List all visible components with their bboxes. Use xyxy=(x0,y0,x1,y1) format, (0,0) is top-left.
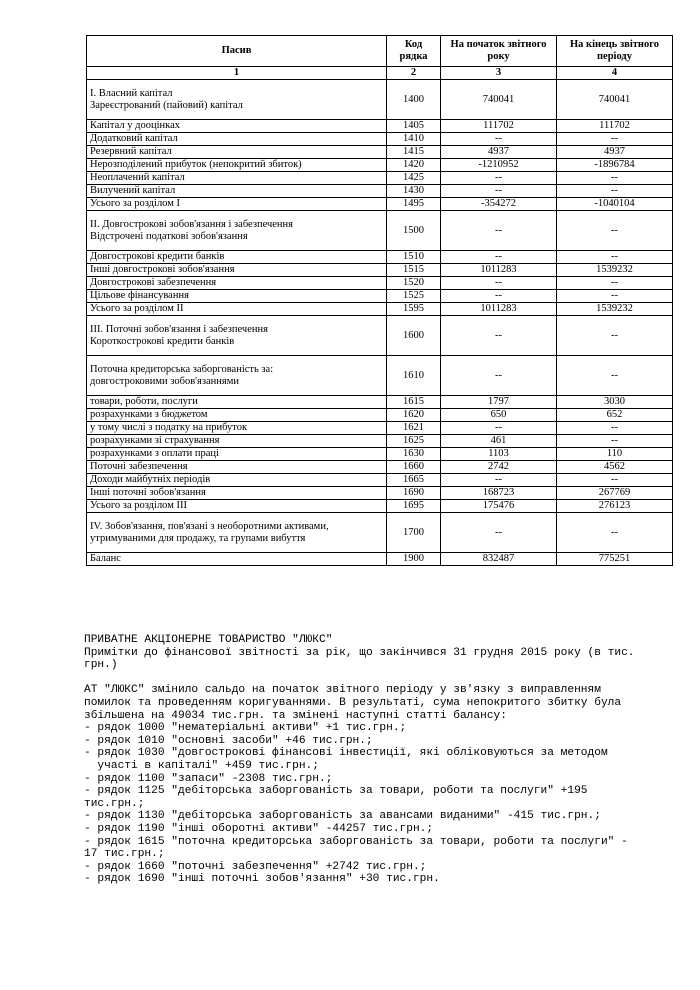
row-name-line: утримуваними для продажу, та групами вибуття xyxy=(90,532,306,544)
note-line: - рядок 1030 "довгострокові фінансові інвестиції, які обліковуються за методом xyxy=(84,747,608,760)
start-of-year-value: 4937 xyxy=(441,146,557,159)
row-code: 1495 xyxy=(387,198,441,211)
table-row xyxy=(87,356,673,396)
row-name xyxy=(87,211,387,251)
row-code: 1515 xyxy=(387,264,441,277)
start-of-year-value: 1797 xyxy=(441,396,557,409)
column-number: 3 xyxy=(441,67,557,80)
row-name-line: IV. Зобов'язання, пов'язані з необоротними активами, xyxy=(90,520,329,532)
header-start-of-year: На початок звітного року xyxy=(441,36,557,67)
note-line: - рядок 1000 "нематеріальні активи" +1 тис.грн.; xyxy=(84,722,407,735)
row-name xyxy=(87,146,387,159)
row-name-line: Баланс xyxy=(90,553,121,564)
table-row xyxy=(87,211,673,251)
row-code: 1420 xyxy=(387,159,441,172)
note-line: - рядок 1130 "дебіторська заборгованість за авансами виданими" -415 тис.грн.; xyxy=(84,810,601,823)
row-code: 1660 xyxy=(387,461,441,474)
row-name xyxy=(87,264,387,277)
row-code: 1595 xyxy=(387,303,441,316)
start-of-year-value: 2742 xyxy=(441,461,557,474)
row-name-line: Короткострокові кредити банків xyxy=(90,335,235,347)
end-of-period-value: 267769 xyxy=(557,487,673,500)
header-row-code: Код рядка xyxy=(387,36,441,67)
column-number: 4 xyxy=(557,67,673,80)
end-of-period-value: -- xyxy=(557,211,673,251)
end-of-period-value: -- xyxy=(557,185,673,198)
row-name xyxy=(87,422,387,435)
row-name-line: товари, роботи, послуги xyxy=(90,396,198,407)
row-name-line: Поточна кредиторська заборгованість за: xyxy=(90,363,274,375)
end-of-period-value: -- xyxy=(557,251,673,264)
row-code: 1525 xyxy=(387,290,441,303)
table-row xyxy=(87,277,673,290)
end-of-period-value: 4562 xyxy=(557,461,673,474)
header-liabilities: Пасив xyxy=(87,36,387,67)
end-of-period-value: 1539232 xyxy=(557,303,673,316)
start-of-year-value: 111702 xyxy=(441,120,557,133)
end-of-period-value: -- xyxy=(557,172,673,185)
row-name xyxy=(87,185,387,198)
table-row xyxy=(87,448,673,461)
start-of-year-value: -- xyxy=(441,290,557,303)
row-code: 1405 xyxy=(387,120,441,133)
row-code: 1630 xyxy=(387,448,441,461)
row-name xyxy=(87,474,387,487)
table-row xyxy=(87,198,673,211)
row-name-line: розрахунками з оплати праці xyxy=(90,448,219,459)
end-of-period-value: -- xyxy=(557,474,673,487)
table-row xyxy=(87,264,673,277)
header-end-of-period: На кінець звітного періоду xyxy=(557,36,673,67)
row-name-line: Неоплачений капітал xyxy=(90,172,185,183)
row-name-line: розрахунками з бюджетом xyxy=(90,409,208,420)
end-of-period-value: -- xyxy=(557,356,673,396)
note-line: збільшена на 49034 тис.грн. та змінені наступні статті балансу: xyxy=(84,709,507,722)
row-name xyxy=(87,316,387,356)
row-code: 1425 xyxy=(387,172,441,185)
note-line: 17 тис.грн.; xyxy=(84,848,165,861)
row-name xyxy=(87,80,387,120)
note-line: участі в капіталі" +459 тис.грн.; xyxy=(84,759,319,772)
start-of-year-value: 175476 xyxy=(441,500,557,513)
table-row xyxy=(87,172,673,185)
row-code: 1665 xyxy=(387,474,441,487)
table-row xyxy=(87,435,673,448)
row-code: 1620 xyxy=(387,409,441,422)
row-name xyxy=(87,500,387,513)
row-name-line: Вилучений капітал xyxy=(90,185,176,196)
row-name-line: І. Власний капітал xyxy=(90,87,173,99)
row-name-line: Усього за розділом ІІІ xyxy=(90,500,187,511)
row-name-line: Нерозподілений прибуток (непокритий збиток) xyxy=(90,159,302,170)
row-code: 1510 xyxy=(387,251,441,264)
table-row xyxy=(87,461,673,474)
row-code: 1700 xyxy=(387,513,441,553)
start-of-year-value: 740041 xyxy=(441,80,557,120)
table-row xyxy=(87,500,673,513)
start-of-year-value: 461 xyxy=(441,435,557,448)
end-of-period-value: -- xyxy=(557,435,673,448)
row-name xyxy=(87,172,387,185)
start-of-year-value: -- xyxy=(441,513,557,553)
start-of-year-value: -- xyxy=(441,422,557,435)
row-code: 1430 xyxy=(387,185,441,198)
end-of-period-value: -- xyxy=(557,290,673,303)
row-name xyxy=(87,435,387,448)
row-name-line: Зареєстрований (пайовий) капітал xyxy=(90,99,243,111)
row-name-line: Інші довгострокові зобов'язання xyxy=(90,264,235,275)
table-row xyxy=(87,133,673,146)
row-name xyxy=(87,513,387,553)
start-of-year-value: -- xyxy=(441,474,557,487)
end-of-period-value: 110 xyxy=(557,448,673,461)
note-line: грн.) xyxy=(84,659,118,672)
row-code: 1690 xyxy=(387,487,441,500)
start-of-year-value: 1011283 xyxy=(441,264,557,277)
row-name-line: Додатковий капітал xyxy=(90,133,178,144)
start-of-year-value: 1103 xyxy=(441,448,557,461)
row-code: 1415 xyxy=(387,146,441,159)
table-row xyxy=(87,146,673,159)
end-of-period-value: 111702 xyxy=(557,120,673,133)
table-row xyxy=(87,553,673,566)
row-name-line: Довгострокові забезпечення xyxy=(90,277,217,288)
row-name-line: Відстрочені податкові зобов'язання xyxy=(90,230,248,242)
end-of-period-value: -- xyxy=(557,133,673,146)
row-name xyxy=(87,303,387,316)
note-line xyxy=(84,672,684,685)
row-code: 1621 xyxy=(387,422,441,435)
note-line: - рядок 1100 "запаси" -2308 тис.грн.; xyxy=(84,772,333,785)
row-code: 1695 xyxy=(387,500,441,513)
note-line: - рядок 1690 "інші поточні зобов'язання" +30 тис.грн. xyxy=(84,873,440,886)
balance-sheet-liabilities-table xyxy=(86,35,673,566)
table-row xyxy=(87,422,673,435)
start-of-year-value: -- xyxy=(441,316,557,356)
table-row xyxy=(87,251,673,264)
financial-statement-notes xyxy=(84,634,684,886)
row-name xyxy=(87,251,387,264)
row-name xyxy=(87,409,387,422)
end-of-period-value: 740041 xyxy=(557,80,673,120)
row-name xyxy=(87,120,387,133)
table-row xyxy=(87,159,673,172)
row-name-line: ІІІ. Поточні зобов'язання і забезпечення xyxy=(90,323,268,335)
table-row xyxy=(87,290,673,303)
row-name xyxy=(87,487,387,500)
row-name-line: Усього за розділом І xyxy=(90,198,180,209)
table-row xyxy=(87,474,673,487)
note-line: - рядок 1125 "дебіторська заборгованість за товари, роботи та послуги" +195 xyxy=(84,785,588,798)
note-line: - рядок 1010 "основні засоби" +46 тис.грн.; xyxy=(84,734,373,747)
end-of-period-value: -1896784 xyxy=(557,159,673,172)
start-of-year-value: -- xyxy=(441,277,557,290)
row-name xyxy=(87,133,387,146)
note-line: - рядок 1660 "поточні забезпечення" +2742 тис.грн.; xyxy=(84,860,427,873)
row-name-line: Інші поточні зобов'язання xyxy=(90,487,206,498)
start-of-year-value: -1210952 xyxy=(441,159,557,172)
column-number-row xyxy=(87,67,673,80)
start-of-year-value: -- xyxy=(441,356,557,396)
row-name xyxy=(87,159,387,172)
end-of-period-value: 3030 xyxy=(557,396,673,409)
row-name xyxy=(87,553,387,566)
start-of-year-value: 650 xyxy=(441,409,557,422)
end-of-period-value: 1539232 xyxy=(557,264,673,277)
row-name-line: Цільове фінансування xyxy=(90,290,189,301)
row-name-line: Поточні забезпечення xyxy=(90,461,188,472)
start-of-year-value: 1011283 xyxy=(441,303,557,316)
table-header-row xyxy=(87,36,673,67)
start-of-year-value: -- xyxy=(441,211,557,251)
end-of-period-value: 775251 xyxy=(557,553,673,566)
note-line: помилок та проведенням коригуваннями. В результаті, сума непокритого збитку була xyxy=(84,696,622,709)
end-of-period-value: -- xyxy=(557,316,673,356)
end-of-period-value: -1040104 xyxy=(557,198,673,211)
row-code: 1400 xyxy=(387,80,441,120)
end-of-period-value: 4937 xyxy=(557,146,673,159)
table-row xyxy=(87,120,673,133)
row-code: 1615 xyxy=(387,396,441,409)
table-row xyxy=(87,409,673,422)
end-of-period-value: -- xyxy=(557,277,673,290)
end-of-period-value: 276123 xyxy=(557,500,673,513)
note-line: тис.грн.; xyxy=(84,797,145,810)
row-name-line: ІІ. Довгострокові зобов'язання і забезпечення xyxy=(90,218,293,230)
row-name xyxy=(87,461,387,474)
row-name xyxy=(87,448,387,461)
table-body xyxy=(87,80,673,566)
table-row xyxy=(87,316,673,356)
column-number: 2 xyxy=(387,67,441,80)
row-code: 1500 xyxy=(387,211,441,251)
row-name xyxy=(87,396,387,409)
table-row xyxy=(87,396,673,409)
row-code: 1610 xyxy=(387,356,441,396)
row-name-line: розрахунками зі страхування xyxy=(90,435,220,446)
row-name-line: Резервний капітал xyxy=(90,146,172,157)
start-of-year-value: -- xyxy=(441,251,557,264)
row-name xyxy=(87,290,387,303)
table-row xyxy=(87,185,673,198)
row-code: 1625 xyxy=(387,435,441,448)
table-row xyxy=(87,513,673,553)
start-of-year-value: -354272 xyxy=(441,198,557,211)
note-line: - рядок 1190 "інші оборотні активи" -44257 тис.грн.; xyxy=(84,822,434,835)
note-line: Примітки до фінансової звітності за рік, що закінчився 31 грудня 2015 року (в тис. xyxy=(84,646,635,659)
row-name xyxy=(87,277,387,290)
row-name-line: довгостроковими зобов'язаннями xyxy=(90,375,240,387)
row-name-line: Доходи майбутніх періодів xyxy=(90,474,211,485)
note-line: - рядок 1615 "поточна кредиторська заборгованість за товари, роботи та послуги" - xyxy=(84,835,628,848)
row-code: 1900 xyxy=(387,553,441,566)
end-of-period-value: -- xyxy=(557,513,673,553)
row-name-line: Довгострокові кредити банків xyxy=(90,251,225,262)
row-code: 1410 xyxy=(387,133,441,146)
start-of-year-value: -- xyxy=(441,172,557,185)
start-of-year-value: 832487 xyxy=(441,553,557,566)
column-number: 1 xyxy=(87,67,387,80)
note-line: АТ "ЛЮКС" змінило сальдо на початок звітного періоду у зв'язку з виправленням xyxy=(84,684,601,697)
row-name xyxy=(87,356,387,396)
end-of-period-value: 652 xyxy=(557,409,673,422)
row-name-line: Капітал у дооцінках xyxy=(90,120,180,131)
table-row xyxy=(87,80,673,120)
end-of-period-value: -- xyxy=(557,422,673,435)
row-name-line: у тому числі з податку на прибуток xyxy=(90,422,248,433)
start-of-year-value: -- xyxy=(441,185,557,198)
start-of-year-value: 168723 xyxy=(441,487,557,500)
start-of-year-value: -- xyxy=(441,133,557,146)
company-name: ПРИВАТНЕ АКЦІОНЕРНЕ ТОВАРИСТВО "ЛЮКС" xyxy=(84,634,333,646)
row-code: 1520 xyxy=(387,277,441,290)
row-name-line: Усього за розділом ІІ xyxy=(90,303,184,314)
table-row xyxy=(87,487,673,500)
row-code: 1600 xyxy=(387,316,441,356)
row-name xyxy=(87,198,387,211)
table-row xyxy=(87,303,673,316)
